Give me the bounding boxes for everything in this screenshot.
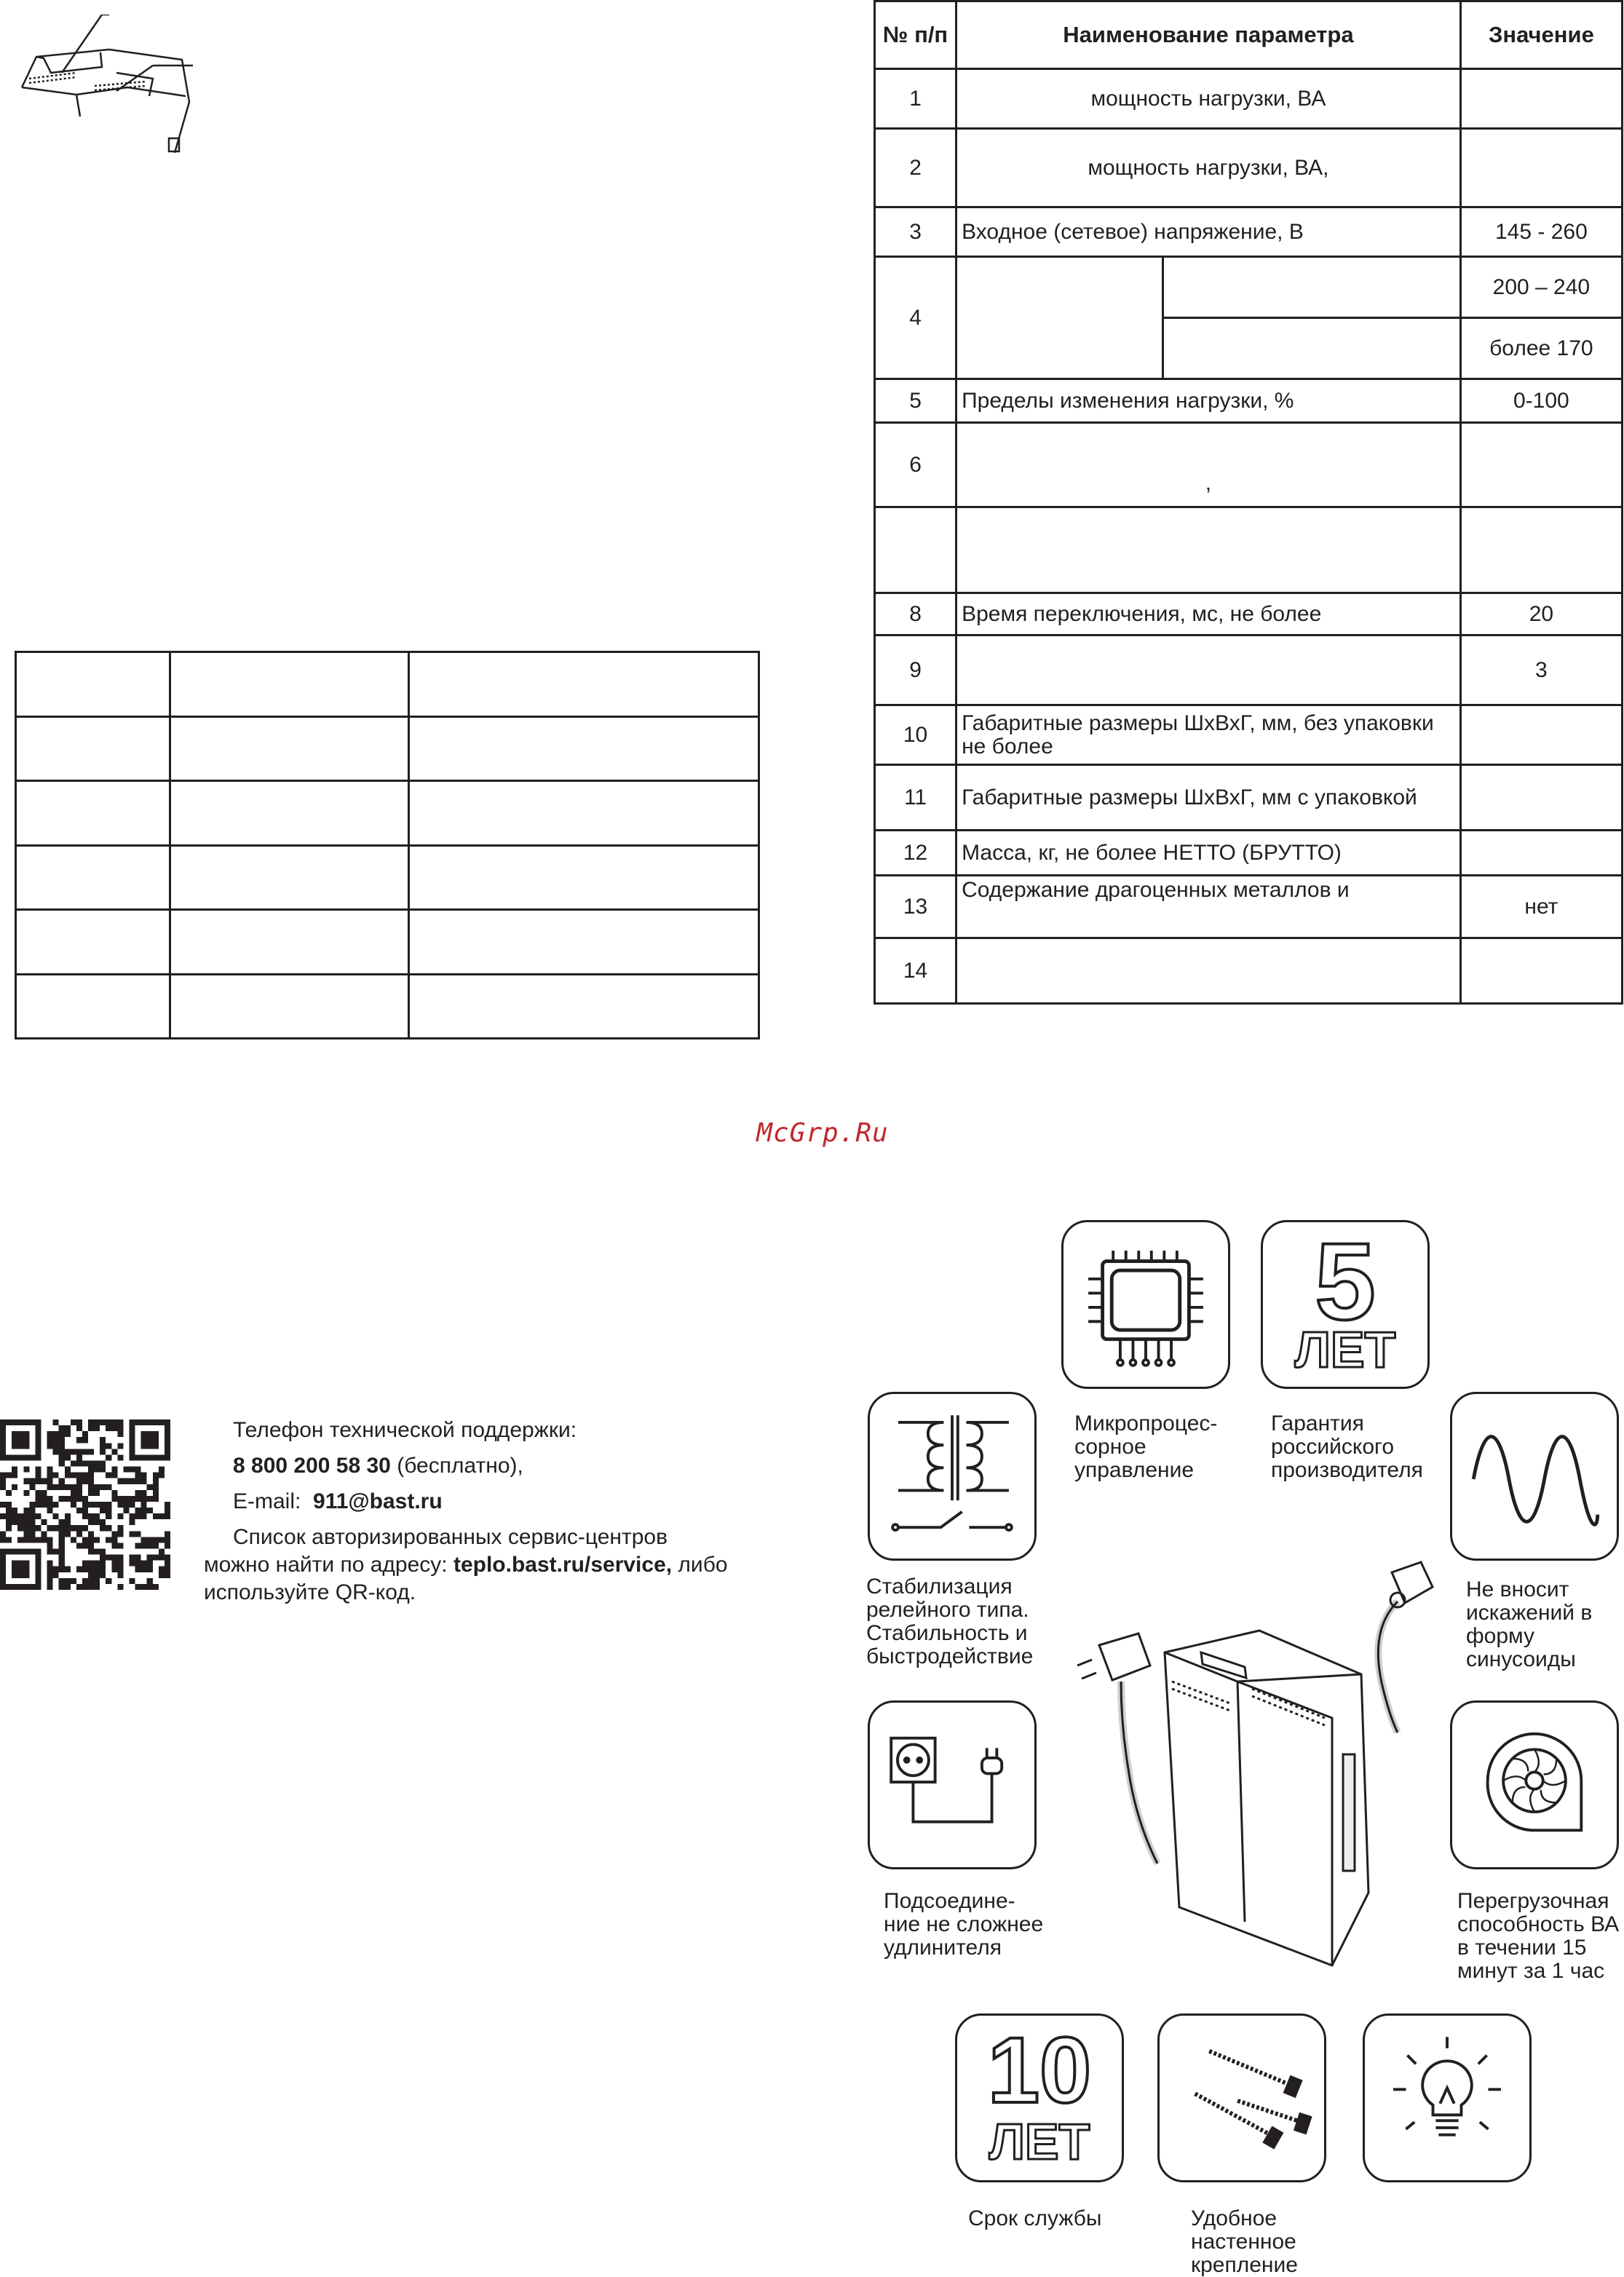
row-num: 10: [875, 705, 956, 765]
grid-row: [16, 910, 759, 975]
row-param: Содержание драгоценных металлов и: [956, 876, 1461, 938]
cpu-caption: Микропроцес- сорное управление: [1074, 1411, 1218, 1482]
phone-label: Телефон технической поддержки:: [233, 1418, 577, 1442]
spec-row-3: [875, 207, 1623, 257]
warranty-years: 5: [1315, 1220, 1376, 1342]
spec-row-11: [875, 765, 1623, 831]
mount-caption: Удобное настенное крепление: [1191, 2206, 1298, 2277]
row-value: [1460, 705, 1622, 765]
grid-row: [16, 781, 759, 846]
row-value: 20: [1460, 593, 1622, 635]
spec-row-12: [875, 831, 1623, 876]
row-param: мощность нагрузки, ВА: [956, 69, 1461, 129]
row-value: [1460, 831, 1622, 876]
grid-row: [16, 974, 759, 1039]
spec-table: [874, 0, 1623, 1005]
service-line-2: [204, 1551, 786, 1579]
mount-feature: [1157, 2013, 1326, 2182]
service-text-post: либо: [672, 1553, 728, 1577]
bulb-feature: [1363, 2013, 1532, 2182]
row-value: [1460, 69, 1622, 129]
row-param: Масса, кг, не более НЕТТО (БРУТТО): [956, 831, 1461, 876]
spec-header-row: [875, 1, 1623, 69]
qr-code[interactable]: [0, 1419, 170, 1590]
row-value: 145 - 260: [1460, 207, 1622, 257]
header-param: Наименование параметра: [956, 1, 1461, 69]
row-param: мощность нагрузки, ВА,: [956, 129, 1461, 207]
spec-row-10: [875, 705, 1623, 765]
row-value-b: более 170: [1460, 318, 1622, 379]
stabilizer-illustration: [1055, 1558, 1434, 1995]
transformer-icon: [870, 1394, 1034, 1559]
phone-note: (бесплатно),: [390, 1454, 523, 1478]
overload-caption: Перегрузочная способность ВА в течении 15 минут за 1 час: [1457, 1889, 1620, 1983]
grid-row: [16, 716, 759, 781]
spec-row-4a: [875, 257, 1623, 318]
row-param: Габаритные размеры ШхВхГ, мм, без упаковки не более: [956, 705, 1461, 765]
row-param: Пределы изменения нагрузки, %: [956, 379, 1461, 423]
row-value-a: 200 – 240: [1460, 257, 1622, 318]
watermark: McGrp.Ru: [756, 1118, 889, 1148]
screws-icon: [1160, 2016, 1324, 2180]
row-num: 14: [875, 938, 956, 1004]
warranty-caption: Гарантия российского производителя: [1271, 1411, 1423, 1482]
grid-row: [16, 652, 759, 717]
row-value: [1460, 129, 1622, 207]
row-param: Габаритные размеры ШхВхГ, мм с упаковкой: [956, 765, 1461, 831]
spec-row-14: [875, 938, 1623, 1004]
row-num: 1: [875, 69, 956, 129]
row-num: 13: [875, 876, 956, 938]
row-param: [956, 635, 1461, 705]
sine-feature: [1450, 1392, 1619, 1561]
service-url-link[interactable]: teplo.bast.ru/service,: [453, 1553, 673, 1577]
row-num: 12: [875, 831, 956, 876]
service-text: можно найти по адресу:: [204, 1553, 453, 1577]
row-value: 0-100: [1460, 379, 1622, 423]
spec-row-1: [875, 69, 1623, 129]
spec-row-8: [875, 593, 1623, 635]
row-num: 4: [875, 257, 956, 379]
relay-feature: [868, 1392, 1037, 1561]
life-feature: [955, 2013, 1124, 2182]
row-value: [1460, 765, 1622, 831]
light-bulb-icon: [1365, 2016, 1529, 2180]
phone-number[interactable]: 8 800 200 58 30: [233, 1454, 391, 1478]
sine-wave-icon: [1452, 1394, 1617, 1559]
row-num: 3: [875, 207, 956, 257]
phone-line: [204, 1448, 786, 1484]
cpu-feature: [1061, 1220, 1230, 1389]
spec-row-13: [875, 876, 1623, 938]
relay-caption: Стабилизация релейного типа. Стабильность и быстродействие: [866, 1575, 1034, 1668]
row-value: [1460, 938, 1622, 1004]
plug-feature: [868, 1700, 1037, 1869]
header-num: № п/п: [875, 1, 956, 69]
row-num: 8: [875, 593, 956, 635]
row-param: ,: [956, 423, 1461, 507]
warranty-unit: ЛЕТ: [1294, 1321, 1396, 1378]
email-label: E-mail:: [233, 1489, 301, 1513]
device-vent-sketch: [7, 15, 197, 153]
life-unit: ЛЕТ: [989, 2113, 1090, 2170]
row-num: 11: [875, 765, 956, 831]
service-line-3: используйте QR-код.: [204, 1580, 416, 1604]
spec-row-9: [875, 635, 1623, 705]
grid-row: [16, 845, 759, 910]
overload-feature: [1450, 1700, 1619, 1869]
empty-grid-table: [15, 651, 760, 1040]
life-years: 10: [987, 2019, 1092, 2123]
service-line-1: Список авторизированных сервис-центров: [233, 1525, 668, 1549]
spec-row-5: [875, 379, 1623, 423]
row-num: 5: [875, 379, 956, 423]
row-num: 2: [875, 129, 956, 207]
life-caption: Срок службы: [968, 2206, 1102, 2230]
warranty-feature: [1261, 1220, 1430, 1389]
row-value: [1460, 423, 1622, 507]
chip-icon: [1063, 1222, 1228, 1387]
row-num: 6: [875, 423, 956, 507]
row-param-blank: [956, 257, 1163, 379]
row-subparam-b: [1163, 318, 1460, 379]
spec-row-6: [875, 423, 1623, 507]
sine-caption: Не вносит искажений в форму синусоиды: [1466, 1577, 1593, 1671]
row-param: [956, 938, 1461, 1004]
row-value: 3: [1460, 635, 1622, 705]
plug-caption: Подсоедине- ние не сложнее удлинителя: [884, 1889, 1044, 1960]
fan-icon: [1452, 1703, 1617, 1867]
row-param: Время переключения, мс, не более: [956, 593, 1461, 635]
socket-plug-icon: [870, 1703, 1034, 1867]
spec-row-7: [875, 507, 1623, 593]
row-subparam-a: [1163, 257, 1460, 318]
row-num: [875, 507, 956, 593]
row-value: [1460, 507, 1622, 593]
row-value: нет: [1460, 876, 1622, 938]
email-link[interactable]: 911@bast.ru: [313, 1489, 443, 1513]
row-num: 9: [875, 635, 956, 705]
email-line: [204, 1484, 786, 1519]
row-param: Входное (сетевое) напряжение, В: [956, 207, 1461, 257]
support-block: [204, 1412, 786, 1607]
row-param: [956, 507, 1461, 593]
spec-row-2: [875, 129, 1623, 207]
header-value: Значение: [1460, 1, 1622, 69]
